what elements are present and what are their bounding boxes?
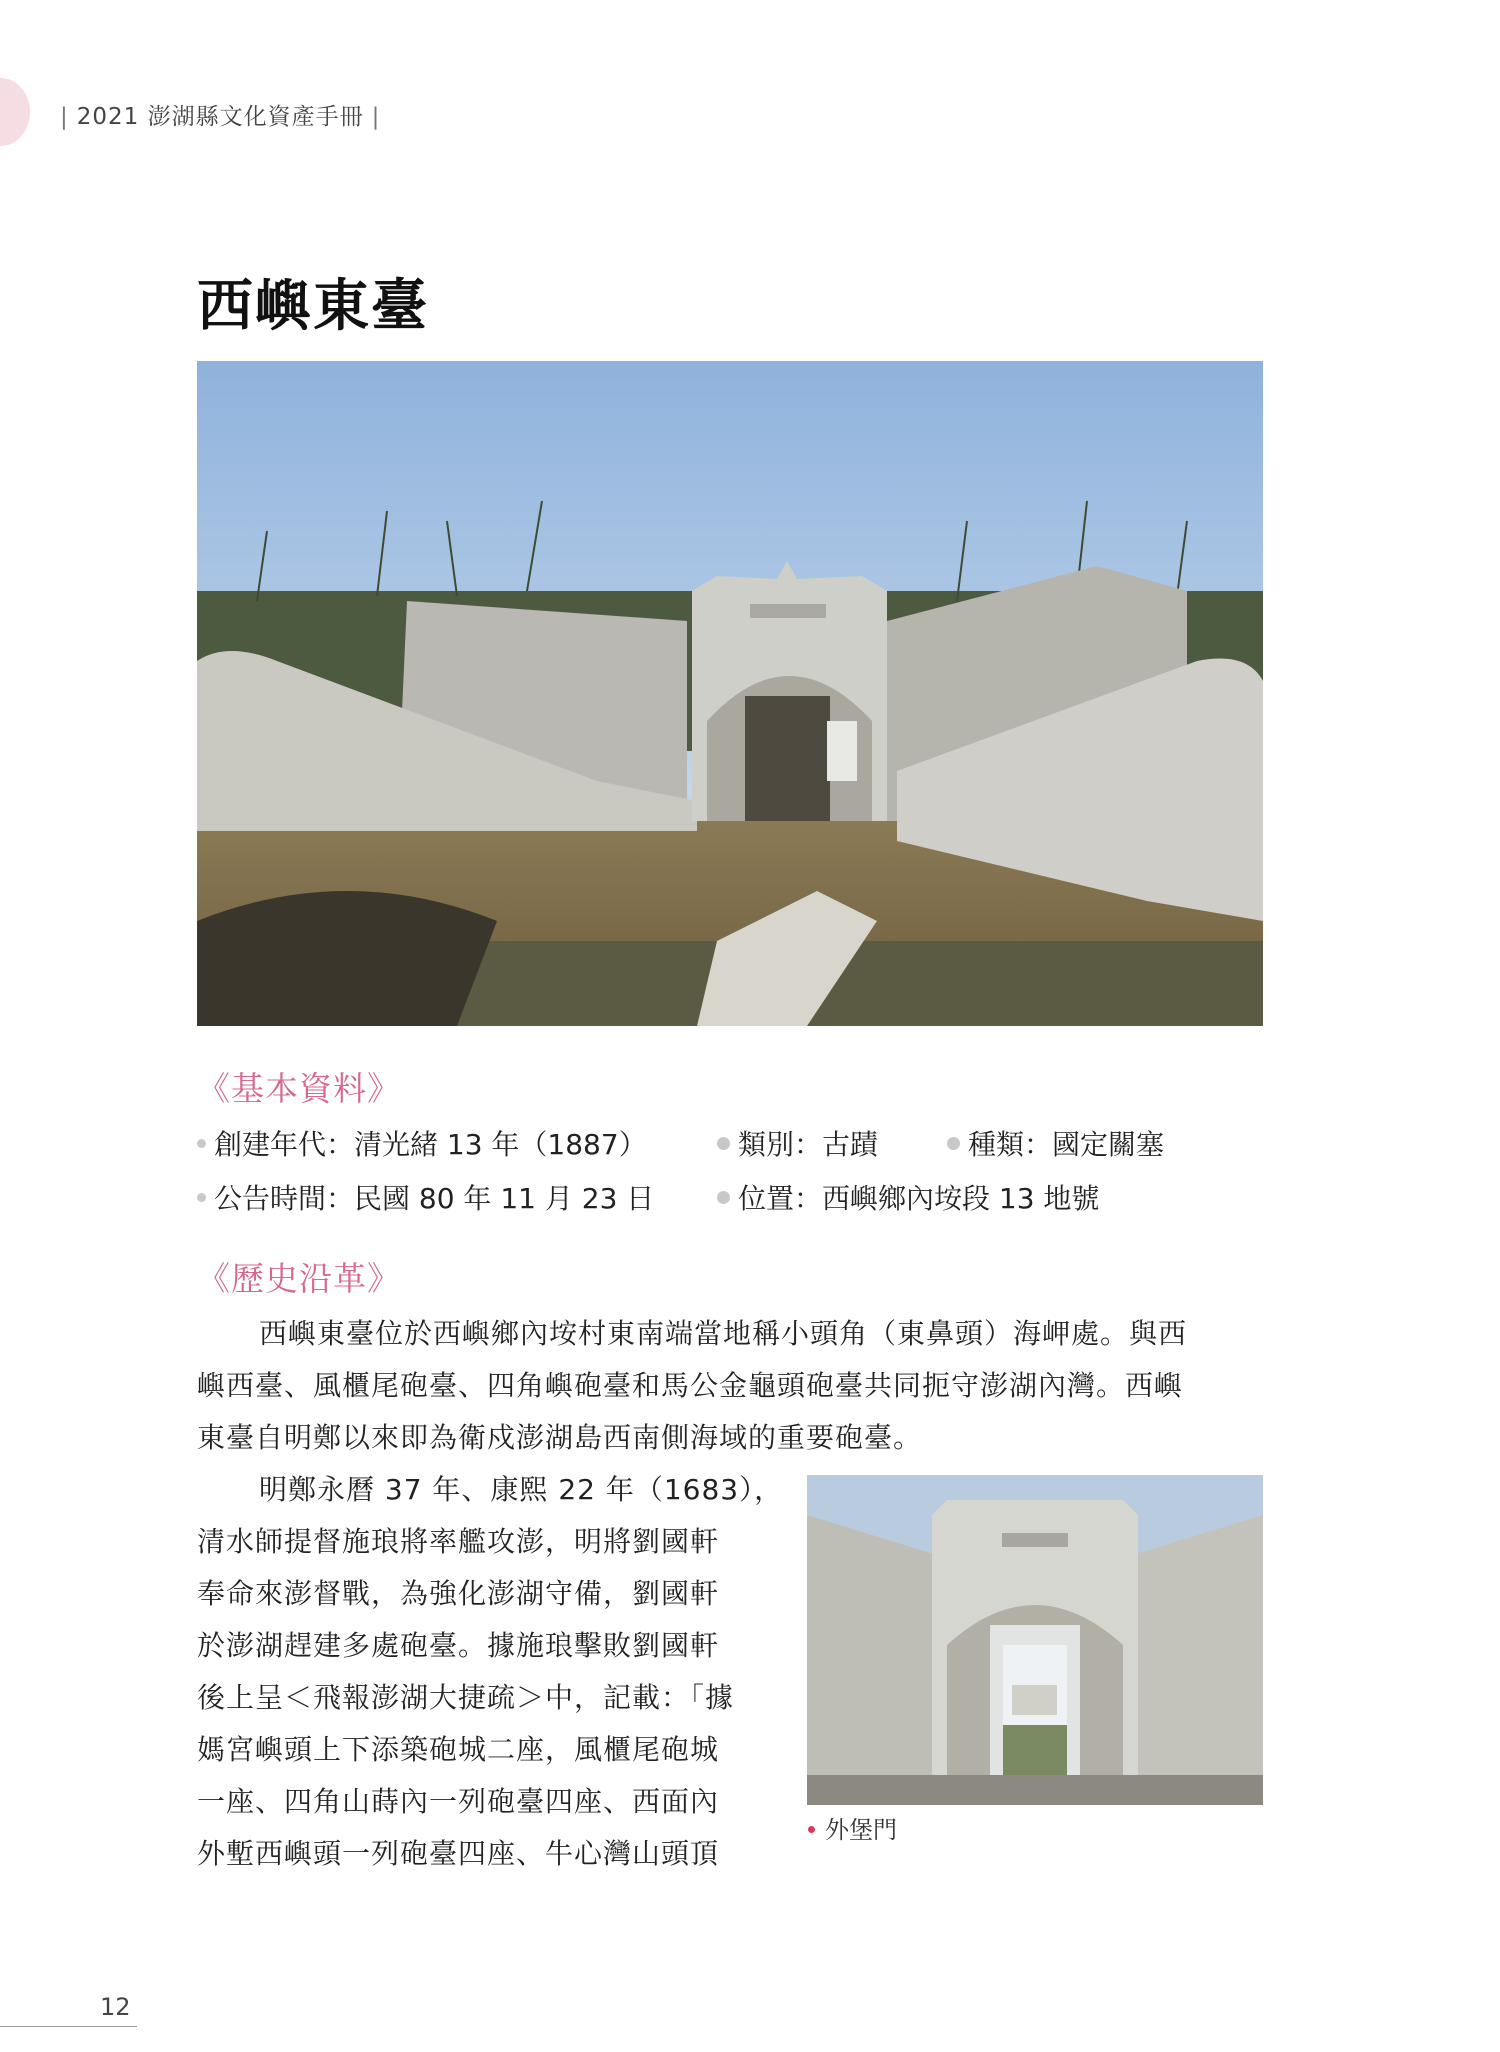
bullet-icon xyxy=(197,1139,206,1148)
basic-info-heading: 《基本資料》 xyxy=(197,1069,401,1108)
page-number-rule xyxy=(0,2026,137,2027)
info-announced-text: 公告時間：民國 80 年 11 月 23 日 xyxy=(214,1182,655,1215)
header-bar-right: | xyxy=(371,104,381,130)
info-announced xyxy=(197,1177,654,1217)
history-heading: 《歷史沿革》 xyxy=(197,1259,401,1298)
history-paragraph-2 xyxy=(197,1464,787,1880)
info-location xyxy=(717,1177,1099,1217)
info-location-text: 位置：西嶼鄉內垵段 13 地號 xyxy=(738,1182,1100,1215)
main-photo-fortress xyxy=(197,361,1263,1026)
paragraph-line: 嶼西臺、風櫃尾砲臺、四角嶼砲臺和馬公金龜頭砲臺共同扼守澎湖內灣。西嶼 xyxy=(197,1369,1184,1402)
outer-gate-photo xyxy=(807,1475,1263,1805)
paragraph-line: 於澎湖趕建多處砲臺。據施琅擊敗劉國軒 xyxy=(197,1629,720,1662)
paragraph-line: 西嶼東臺位於西嶼鄉內垵村東南端當地稱小頭角（東鼻頭）海岬處。與西 xyxy=(259,1317,1188,1350)
photo-caption xyxy=(808,1810,897,1845)
info-type-text: 種類：國定關塞 xyxy=(968,1128,1165,1161)
paragraph-line: 媽宮嶼頭上下添築砲城二座，風櫃尾砲城 xyxy=(197,1733,720,1766)
info-founded-text: 創建年代：清光緒 13 年（1887） xyxy=(214,1128,647,1161)
info-row-1 xyxy=(197,1123,1263,1171)
page-title: 西嶼東臺 xyxy=(197,273,429,339)
bullet-icon xyxy=(197,1193,206,1202)
paragraph-line: 一座、四角山蒔內一列砲臺四座、西面內 xyxy=(197,1785,720,1818)
paragraph-line: 明鄭永曆 37 年、康熙 22 年（1683）， xyxy=(259,1473,784,1506)
info-row-2 xyxy=(197,1177,1263,1225)
header-bar-left: | xyxy=(60,104,69,130)
paragraph-line: 外塹西嶼頭一列砲臺四座、牛心灣山頭頂 xyxy=(197,1837,720,1870)
bullet-icon xyxy=(717,1191,730,1204)
paragraph-line: 後上呈＜飛報澎湖大捷疏＞中，記載：「據 xyxy=(197,1681,735,1714)
running-title: 2021 澎湖縣文化資產手冊 xyxy=(76,104,364,130)
bullet-icon xyxy=(947,1137,960,1150)
bullet-icon xyxy=(717,1137,730,1150)
caption-bullet-icon xyxy=(808,1826,815,1833)
paragraph-line: 奉命來澎督戰，為強化澎湖守備，劉國軒 xyxy=(197,1577,720,1610)
corner-tab-decoration xyxy=(0,78,30,146)
info-founded xyxy=(197,1123,647,1163)
info-category-text: 類別：古蹟 xyxy=(738,1128,879,1161)
photo-caption-text: 外堡門 xyxy=(825,1816,897,1844)
paragraph-line: 東臺自明鄭以來即為衛戍澎湖島西南側海域的重要砲臺。 xyxy=(197,1421,923,1454)
paragraph-line: 清水師提督施琅將率艦攻澎，明將劉國軒 xyxy=(197,1525,720,1558)
running-header xyxy=(52,98,388,131)
page-number: 12 xyxy=(100,1993,131,2021)
info-type xyxy=(947,1123,1164,1163)
info-category xyxy=(717,1123,878,1163)
history-paragraph-1 xyxy=(197,1308,1263,1464)
